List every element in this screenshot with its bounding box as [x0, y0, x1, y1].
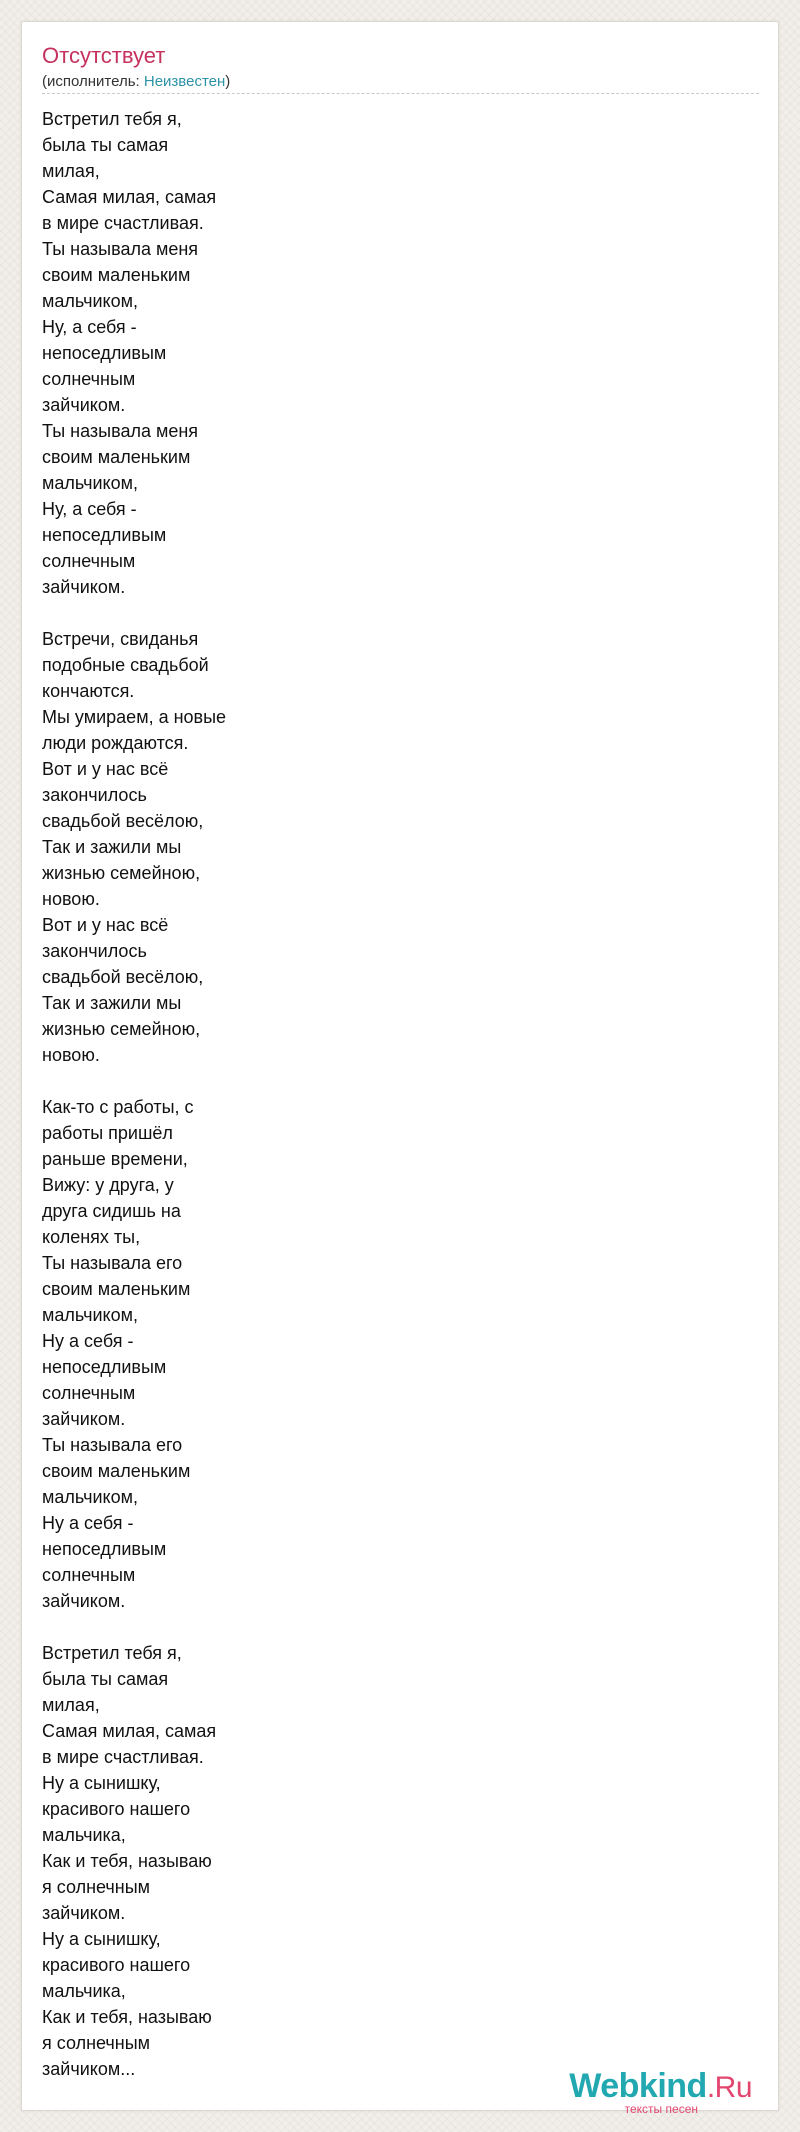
- song-title: Отсутствует: [42, 43, 166, 68]
- artist-prefix: (исполнитель:: [42, 73, 144, 90]
- artist-line: [42, 73, 230, 91]
- logo-brand-main: Webkind: [569, 2067, 707, 2105]
- logo-brand-tld: .Ru: [706, 2071, 752, 2104]
- logo-wordmark: [569, 2069, 752, 2105]
- logo-tagline: тексты песен: [624, 2102, 698, 2116]
- site-logo[interactable]: [569, 2069, 752, 2115]
- artist-link[interactable]: Неизвестен: [143, 73, 226, 90]
- lyrics-text: Встретил тебя я, была ты самая милая, Самая милая, самая в мире счастливая. Ты называла меня своим маленьким мальчиком, Ну, а себя - непоседливым солнечным зайчиком. Ты называла меня своим маленьким мальчиком, Ну, а себя - непоседливым солнечным зайчиком. Встречи, свиданья подобные свадьбой кончаются. Мы умираем, а новые люди рождаются. Вот и у нас всё закончилось свадьбой весёлою, Так и зажили мы жизнью семейною, новою. Вот и у нас всё закончилось свадьбой весёлою, Так и зажили мы жизнью семейною, новою. Как-то с работы, с работы пришёл раньше времени, Вижу: у друга, у друга сидишь на коленях ты, Ты называла его своим маленьким мальчиком, Ну а себя - непоседливым солнечным зайчиком. Ты называла его своим маленьким мальчиком, Ну а себя - непоседливым солнечным зайчиком. Встретил тебя я, была ты самая милая, Самая милая, самая в мире счастливая. Ну а сынишку, красивого нашего мальчика, Как и тебя, называю я солнечным зайчиком. Ну а сынишку, красивого нашего мальчика, Как и тебя, называю я солнечным зайчиком...: [42, 109, 227, 2079]
- lyrics-card: [21, 21, 779, 2116]
- header-divider: [42, 93, 759, 94]
- artist-suffix: ): [225, 73, 231, 90]
